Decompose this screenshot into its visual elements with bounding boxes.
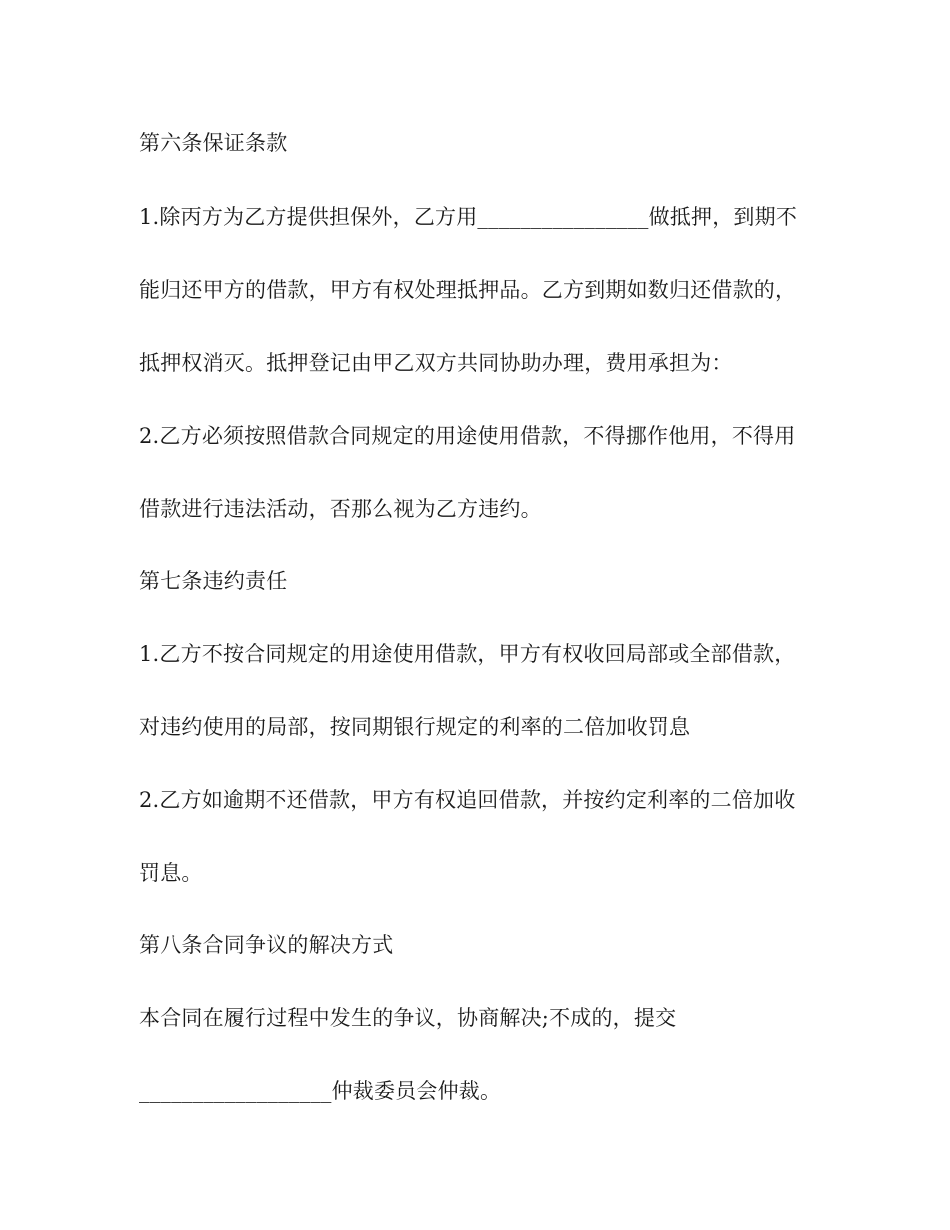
section-heading-guarantee: 第六条保证条款: [139, 131, 288, 155]
section-heading-dispute: 第八条合同争议的解决方式: [139, 933, 394, 957]
paragraph-line: 1.乙方不按合同规定的用途使用借款，甲方有权收回局部或全部借款，: [139, 642, 796, 666]
paragraph-line: 2.乙方必须按照借款合同规定的用途使用借款，不得挪作他用，不得用: [139, 424, 796, 448]
paragraph-line: 借款进行违法活动，否那么视为乙方违约。: [139, 497, 542, 521]
paragraph-line: 1.除丙方为乙方提供担保外，乙方用________________做抵押，到期不: [139, 205, 798, 229]
paragraph-line: 罚息。: [139, 861, 203, 885]
paragraph-line: 对违约使用的局部，按同期银行规定的利率的二倍加收罚息: [139, 715, 691, 739]
paragraph-line: __________________仲裁委员会仲裁。: [139, 1079, 502, 1103]
paragraph-line: 2.乙方如逾期不还借款，甲方有权追回借款，并按约定利率的二倍加收: [139, 788, 796, 812]
paragraph-line: 能归还甲方的借款，甲方有权处理抵押品。乙方到期如数归还借款的，: [139, 278, 797, 302]
paragraph-line: 抵押权消灭。抵押登记由甲乙双方共同协助办理，费用承担为：: [139, 351, 733, 375]
section-heading-liability: 第七条违约责任: [139, 569, 288, 593]
paragraph-line: 本合同在履行过程中发生的争议，协商解决;不成的，提交: [139, 1006, 677, 1030]
